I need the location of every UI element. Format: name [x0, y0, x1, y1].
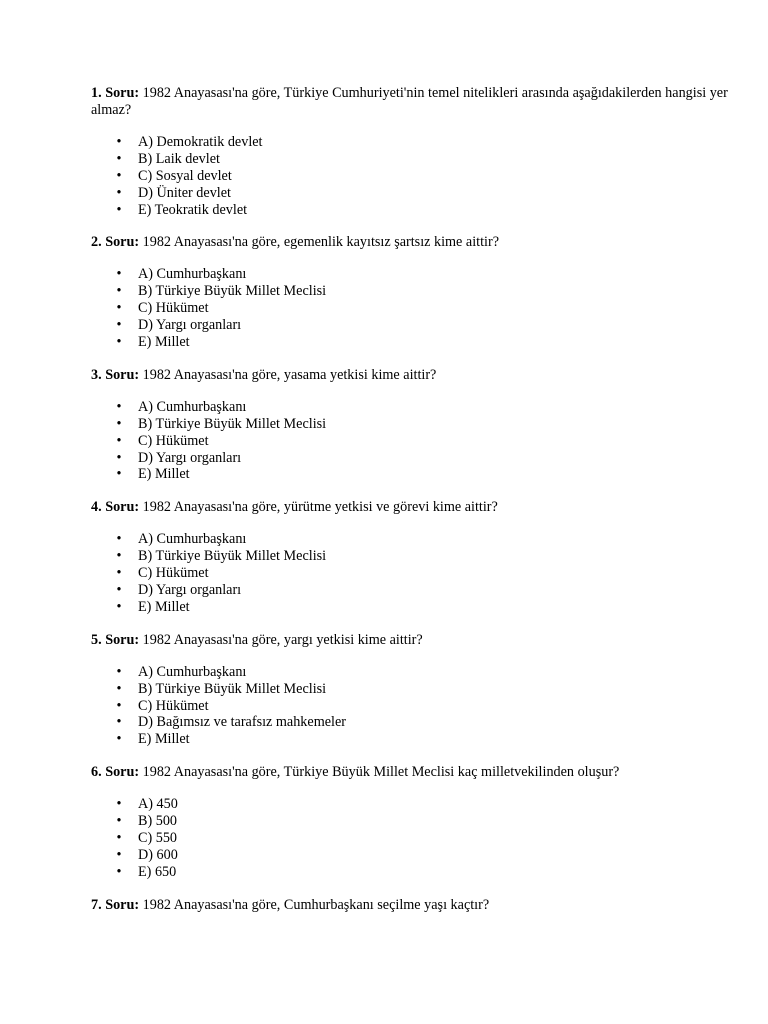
option-item	[91, 466, 731, 483]
bullet-icon: •	[116, 184, 122, 201]
option-label: C) Hükümet	[138, 697, 209, 714]
bullet-icon: •	[116, 680, 122, 697]
option-label: B) Türkiye Büyük Millet Meclisi	[138, 283, 327, 300]
option-label: B) Türkiye Büyük Millet Meclisi	[138, 415, 327, 432]
question-text	[91, 499, 731, 516]
question-body: 1982 Anayasası'na göre, yürütme yetkisi ve görevi kime aittir?	[142, 499, 498, 516]
option-item	[91, 185, 731, 202]
bullet-icon: •	[116, 565, 122, 582]
option-item	[91, 433, 731, 450]
option-label: E) 650	[138, 863, 177, 880]
question-number: 7. Soru:	[91, 896, 140, 913]
bullet-icon: •	[116, 830, 122, 847]
option-label: E) Millet	[138, 466, 190, 483]
option-label: D) Bağımsız ve tarafsız mahkemeler	[138, 714, 346, 731]
option-label: E) Millet	[138, 731, 190, 748]
option-item	[91, 698, 731, 715]
option-label: D) Yargı organları	[138, 449, 242, 466]
option-label: C) Hükümet	[138, 432, 209, 449]
question-block	[91, 367, 731, 483]
option-item	[91, 300, 731, 317]
option-item	[91, 599, 731, 616]
option-item	[91, 168, 731, 185]
option-item	[91, 664, 731, 681]
bullet-icon: •	[116, 266, 122, 283]
bullet-icon: •	[116, 466, 122, 483]
question-block	[91, 85, 731, 218]
bullet-icon: •	[116, 317, 122, 334]
option-item	[91, 334, 731, 351]
option-item	[91, 283, 731, 300]
question-body: 1982 Anayasası'na göre, Türkiye Büyük Millet Meclisi kaç milletvekilinden oluşur?	[142, 764, 620, 781]
option-label: A) Cumhurbaşkanı	[138, 398, 247, 415]
option-label: B) Laik devlet	[138, 150, 220, 167]
bullet-icon: •	[116, 283, 122, 300]
question-number: 6. Soru:	[91, 764, 140, 781]
option-label: B) Türkiye Büyük Millet Meclisi	[138, 548, 327, 565]
question-number: 2. Soru:	[91, 234, 140, 251]
option-label: C) Hükümet	[138, 300, 209, 317]
question-body: 1982 Anayasası'na göre, egemenlik kayıtsız şartsız kime aittir?	[142, 234, 499, 251]
question-text	[91, 764, 731, 781]
question-number: 1. Soru:	[91, 85, 140, 101]
option-label: D) Üniter devlet	[138, 184, 231, 201]
option-item	[91, 450, 731, 467]
option-item	[91, 864, 731, 881]
option-item	[91, 830, 731, 847]
option-label: A) Cumhurbaşkanı	[138, 531, 247, 548]
option-item	[91, 796, 731, 813]
option-item	[91, 531, 731, 548]
bullet-icon: •	[116, 714, 122, 731]
question-number: 3. Soru:	[91, 366, 140, 383]
bullet-icon: •	[116, 663, 122, 680]
option-list	[91, 399, 731, 483]
bullet-icon: •	[116, 150, 122, 167]
option-label: E) Millet	[138, 334, 190, 351]
question-body: 1982 Anayasası'na göre, Cumhurbaşkanı seçilme yaşı kaçtır?	[142, 896, 490, 913]
option-label: D) Yargı organları	[138, 582, 242, 599]
option-item	[91, 681, 731, 698]
question-text	[91, 234, 731, 251]
option-list	[91, 531, 731, 615]
option-item	[91, 582, 731, 599]
option-label: B) 500	[138, 813, 178, 830]
option-item	[91, 813, 731, 830]
question-block	[91, 897, 731, 914]
option-label: A) Cumhurbaşkanı	[138, 266, 247, 283]
bullet-icon: •	[116, 697, 122, 714]
option-label: A) Demokratik devlet	[138, 134, 263, 150]
option-list	[91, 266, 731, 350]
bullet-icon: •	[116, 201, 122, 218]
bullet-icon: •	[116, 846, 122, 863]
option-item	[91, 399, 731, 416]
question-block	[91, 234, 731, 350]
option-label: C) 550	[138, 830, 178, 847]
option-item	[91, 416, 731, 433]
option-list	[91, 134, 731, 218]
option-item	[91, 548, 731, 565]
option-label: E) Millet	[138, 598, 190, 615]
option-item	[91, 317, 731, 334]
question-text	[91, 897, 731, 914]
option-label: C) Sosyal devlet	[138, 167, 232, 184]
bullet-icon: •	[116, 863, 122, 880]
option-item	[91, 565, 731, 582]
option-list	[91, 796, 731, 880]
question-text	[91, 85, 731, 119]
bullet-icon: •	[116, 449, 122, 466]
bullet-icon: •	[116, 531, 122, 548]
question-block	[91, 632, 731, 748]
bullet-icon: •	[116, 796, 122, 813]
question-number: 4. Soru:	[91, 499, 140, 516]
bullet-icon: •	[116, 548, 122, 565]
question-body: 1982 Anayasası'na göre, yargı yetkisi kime aittir?	[142, 631, 423, 648]
question-text	[91, 632, 731, 649]
option-item	[91, 202, 731, 219]
bullet-icon: •	[116, 582, 122, 599]
option-label: C) Hükümet	[138, 565, 209, 582]
option-label: E) Teokratik devlet	[138, 201, 248, 218]
bullet-icon: •	[116, 334, 122, 351]
question-number: 5. Soru:	[91, 631, 140, 648]
option-label: A) 450	[138, 796, 178, 813]
option-label: A) Cumhurbaşkanı	[138, 663, 247, 680]
option-item	[91, 714, 731, 731]
option-item	[91, 266, 731, 283]
bullet-icon: •	[116, 134, 122, 150]
option-item	[91, 731, 731, 748]
bullet-icon: •	[116, 432, 122, 449]
bullet-icon: •	[116, 300, 122, 317]
question-block	[91, 499, 731, 615]
question-body: 1982 Anayasası'na göre, Türkiye Cumhuriyeti'nin temel nitelikleri arasında aşağıdakilerden hangisi yer almaz?	[91, 85, 728, 118]
bullet-icon: •	[116, 415, 122, 432]
bullet-icon: •	[116, 813, 122, 830]
question-text	[91, 367, 731, 384]
option-label: D) Yargı organları	[138, 317, 242, 334]
bullet-icon: •	[116, 167, 122, 184]
bullet-icon: •	[116, 598, 122, 615]
bullet-icon: •	[116, 398, 122, 415]
option-label: D) 600	[138, 846, 178, 863]
bullet-icon: •	[116, 731, 122, 748]
option-item	[91, 134, 731, 151]
option-item	[91, 847, 731, 864]
option-list	[91, 664, 731, 748]
option-label: B) Türkiye Büyük Millet Meclisi	[138, 680, 327, 697]
document-page	[91, 85, 731, 914]
question-block	[91, 764, 731, 880]
option-item	[91, 151, 731, 168]
question-body: 1982 Anayasası'na göre, yasama yetkisi kime aittir?	[142, 366, 437, 383]
